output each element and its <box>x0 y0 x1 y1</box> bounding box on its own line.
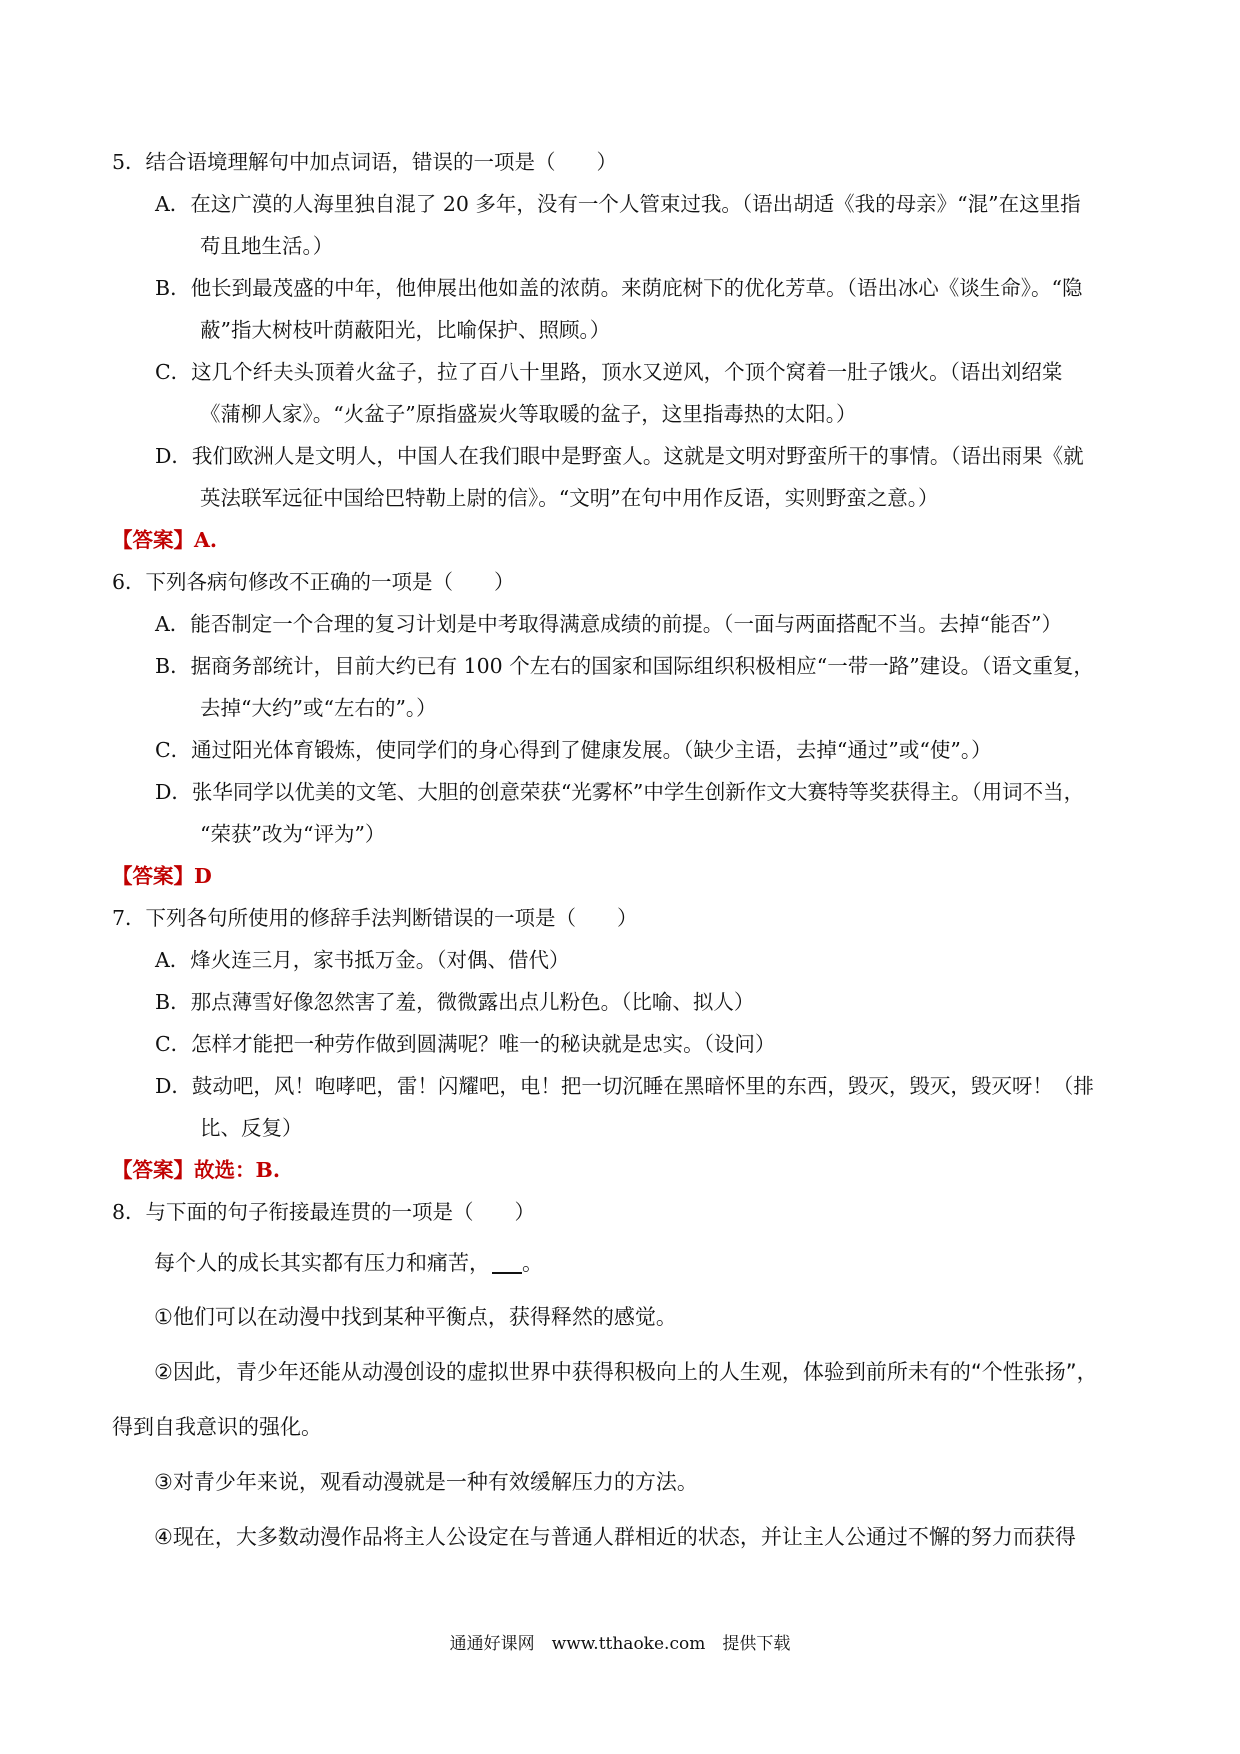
q7-option-c: C．怎样才能把一种劳作做到圆满呢？唯一的秘诀就是忠实。（设问） <box>155 1032 776 1056</box>
q5-option-d: D．我们欧洲人是文明人，中国人在我们眼中是野蛮人。这就是文明对野蛮所干的事情。（语出雨果《就 <box>155 444 1084 468</box>
q6-option-c: C．通过阳光体育锻炼，使同学们的身心得到了健康发展。（缺少主语，去掉“通过”或“使”。） <box>155 738 992 762</box>
q6-answer: 【答案】D <box>112 864 212 888</box>
q5-option-c-cont: 《蒲柳人家》。“火盆子”原指盛炭火等取暖的盆子，这里指毒热的太阳。） <box>200 402 857 426</box>
q8-sentence-2: ②因此，青少年还能从动漫创设的虚拟世界中获得积极向上的人生观，体验到前所未有的“个性张扬”， <box>154 1360 1098 1384</box>
q7-option-d: D．鼓动吧，风！咆哮吧，雷！闪耀吧，电！把一切沉睡在黑暗怀里的东西，毁灭，毁灭，毁灭呀！（排 <box>155 1074 1094 1098</box>
q8-sentence-1: ①他们可以在动漫中找到某种平衡点，获得释然的感觉。 <box>154 1305 677 1329</box>
question-5-stem: 5．结合语境理解句中加点词语，错误的一项是（ ） <box>112 150 618 174</box>
question-7-stem: 7．下列各句所使用的修辞手法判断错误的一项是（ ） <box>112 906 638 930</box>
q5-answer: 【答案】A. <box>112 528 218 552</box>
q6-option-d: D．张华同学以优美的文笔、大胆的创意荣获“光雾杯”中学生创新作文大赛特等奖获得主。（用词不当， <box>155 780 1085 804</box>
page-footer: 通通好课网 www.tthaoke.com 提供下载 <box>449 1634 791 1654</box>
q5-option-a: A．在这广漠的人海里独自混了 20 多年，没有一个人管束过我。（语出胡适《我的母亲》“混”在这里指 <box>155 192 1081 216</box>
q6-option-a: A．能否制定一个合理的复习计划是中考取得满意成绩的前提。（一面与两面搭配不当。去掉“能否”） <box>155 612 1063 636</box>
q6-option-b-cont: 去掉“大约”或“左右的”。） <box>200 696 437 720</box>
q5-option-d-cont: 英法联军远征中国给巴特勒上尉的信》。“文明”在句中用作反语，实则野蛮之意。） <box>200 486 939 510</box>
q7-option-b: B．那点薄雪好像忽然害了羞，微微露出点儿粉色。（比喻、拟人） <box>155 990 755 1014</box>
q8-sentence-4: ④现在，大多数动漫作品将主人公设定在与普通人群相近的状态，并让主人公通过不懈的努力而获得 <box>154 1525 1076 1549</box>
question-6-stem: 6．下列各病句修改不正确的一项是（ ） <box>112 570 515 594</box>
q5-option-a-cont: 苟且地生活。） <box>200 234 334 258</box>
q8-blank <box>492 1252 522 1274</box>
question-8-stem: 8．与下面的句子衔接最连贯的一项是（ ） <box>112 1200 536 1224</box>
q7-answer: 【答案】故选：B. <box>112 1158 280 1182</box>
q7-option-d-cont: 比、反复） <box>200 1116 303 1140</box>
q8-sentence-3: ③对青少年来说，观看动漫就是一种有效缓解压力的方法。 <box>154 1470 698 1494</box>
q8-lead-end: 。 <box>522 1251 543 1275</box>
q8-lead-sentence <box>154 1252 543 1274</box>
q7-option-a: A．烽火连三月，家书抵万金。（对偶、借代） <box>155 948 570 972</box>
q8-sentence-2-cont: 得到自我意识的强化。 <box>112 1415 322 1439</box>
q5-option-b-cont: 蔽”指大树枝叶荫蔽阳光，比喻保护、照顾。） <box>200 318 611 342</box>
q5-option-c: C．这几个纤夫头顶着火盆子，拉了百八十里路，顶水又逆风，个顶个窝着一肚子饿火。（语出刘绍棠 <box>155 360 1063 384</box>
q6-option-b: B．据商务部统计，目前大约已有 100 个左右的国家和国际组织积极相应“一带一路”建设。（语文重复， <box>155 654 1094 678</box>
q6-option-d-cont: “荣获”改为“评为”） <box>200 822 386 846</box>
q8-lead-text: 每个人的成长其实都有压力和痛苦， <box>154 1251 490 1275</box>
q5-option-b: B．他长到最茂盛的中年，他伸展出他如盖的浓荫。来荫庇树下的优化芳草。（语出冰心《谈生命》。“隐 <box>155 276 1083 300</box>
